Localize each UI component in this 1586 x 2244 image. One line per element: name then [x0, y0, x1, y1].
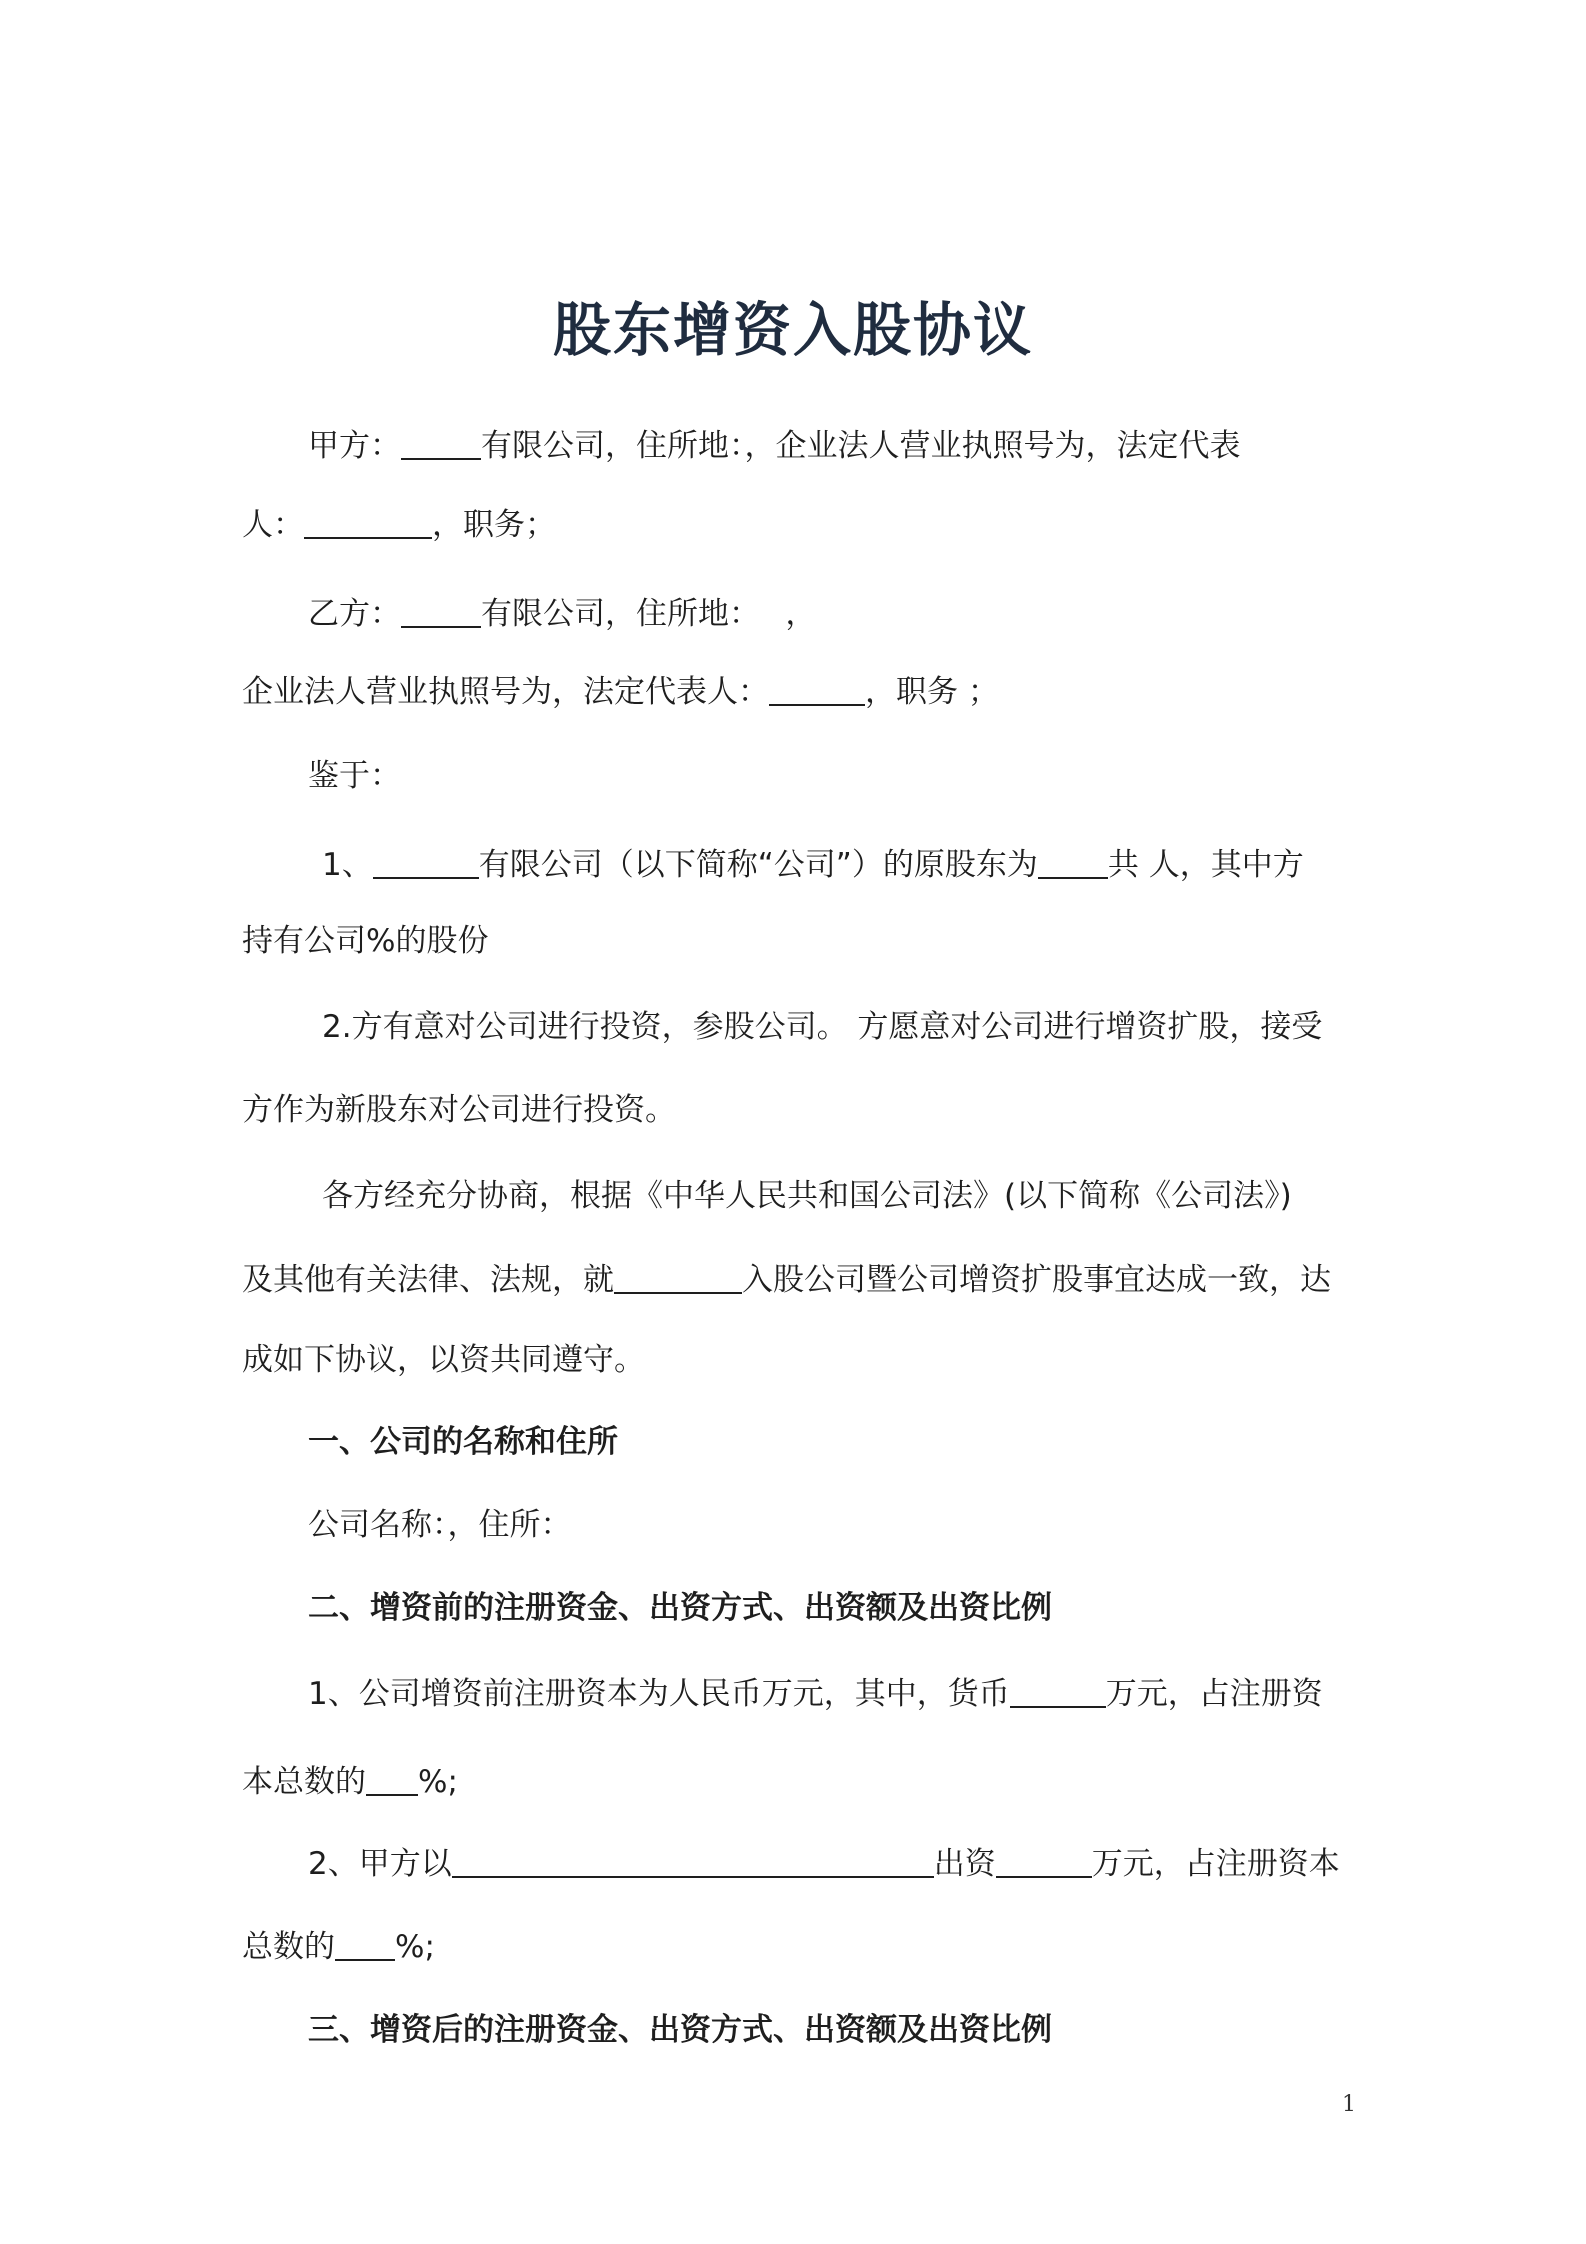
fill-in-blank — [452, 1842, 934, 1878]
line-text: ，职务 ； — [865, 674, 999, 710]
line-text: 2、甲方以 — [308, 1846, 452, 1882]
fill-in-blank — [401, 424, 481, 460]
line-text: 甲方： — [308, 428, 401, 464]
paragraph-line — [242, 1258, 1331, 1300]
paragraph-line — [308, 1588, 1052, 1628]
fill-in-blank — [366, 1760, 418, 1796]
paragraph-line — [308, 756, 401, 796]
line-text: %; — [395, 1929, 435, 1965]
line-text: 有限公司，住所地：，企业法人营业执照号为，法定代表 — [481, 428, 1241, 464]
paragraph-line — [308, 1505, 572, 1545]
line-text: 共 人，其中方 — [1107, 847, 1304, 883]
line-text: 本总数的 — [242, 1764, 366, 1800]
paragraph-line — [242, 1760, 458, 1802]
paragraph-line — [308, 1842, 1340, 1884]
line-text: 各方经充分协商，根据《中华人民共和国公司法》(以下简称《公司法》) — [322, 1178, 1292, 1214]
page-number: 1 — [1342, 2092, 1356, 2117]
line-text: 持有公司%的股份 — [242, 923, 489, 959]
fill-in-blank — [1038, 843, 1108, 879]
line-text: 一、公司的名称和住所 — [308, 1424, 618, 1460]
line-text: 有限公司（以下简称“公司”）的原股东为 — [478, 847, 1038, 883]
fill-in-blank — [996, 1842, 1092, 1878]
line-text: 方作为新股东对公司进行投资。 — [242, 1092, 676, 1128]
paragraph-line — [242, 670, 999, 712]
fill-in-blank — [304, 503, 432, 539]
line-text: 人： — [242, 507, 304, 543]
line-text: 1、公司增资前注册资本为人民币万元，其中，货币 — [308, 1676, 1010, 1712]
line-text: 总数的 — [242, 1929, 335, 1965]
paragraph-line — [308, 424, 1241, 466]
line-text: 三、增资后的注册资金、出资方式、出资额及出资比例 — [308, 2012, 1052, 2048]
line-text: 出资 — [933, 1846, 996, 1882]
paragraph-line — [242, 1090, 676, 1130]
line-text: 2.方有意对公司进行投资，参股公司。 方愿意对公司进行增资扩股，接受 — [322, 1009, 1323, 1045]
line-text: 万元，占注册资 — [1105, 1676, 1323, 1712]
line-text: 成如下协议，以资共同遵守。 — [242, 1342, 645, 1378]
line-text: 有限公司，住所地： ， — [481, 596, 817, 632]
line-text: %; — [418, 1764, 458, 1800]
paragraph-line — [322, 1007, 1322, 1047]
paragraph-line — [308, 1672, 1323, 1714]
paragraph-line — [308, 1422, 618, 1462]
fill-in-blank — [1010, 1672, 1106, 1708]
paragraph-line — [242, 1925, 435, 1967]
paragraph-line — [308, 2010, 1052, 2050]
paragraph-line — [242, 503, 556, 545]
fill-in-blank — [373, 843, 479, 879]
line-text: 入股公司暨公司增资扩股事宜达成一致，达 — [742, 1262, 1331, 1298]
line-text: 万元，占注册资本 — [1091, 1846, 1340, 1882]
paragraph-line — [308, 592, 816, 634]
paragraph-line — [242, 1340, 645, 1380]
line-text: ，职务； — [432, 507, 556, 543]
line-text: 乙方： — [308, 596, 401, 632]
fill-in-blank — [769, 670, 865, 706]
paragraph-line — [322, 1176, 1292, 1216]
line-text: 公司名称：，住所： — [308, 1507, 572, 1543]
paragraph-line — [322, 843, 1304, 885]
line-text: 及其他有关法律、法规，就 — [242, 1262, 614, 1298]
fill-in-blank — [335, 1925, 395, 1961]
fill-in-blank — [401, 592, 481, 628]
line-text: 二、增资前的注册资金、出资方式、出资额及出资比例 — [308, 1590, 1052, 1626]
document-title: 股东增资入股协议 — [552, 296, 1033, 364]
line-text: 企业法人营业执照号为，法定代表人： — [242, 674, 769, 710]
line-text: 1、 — [322, 847, 373, 883]
line-text: 鉴于： — [308, 758, 401, 794]
fill-in-blank — [614, 1258, 742, 1294]
paragraph-line — [242, 921, 488, 961]
